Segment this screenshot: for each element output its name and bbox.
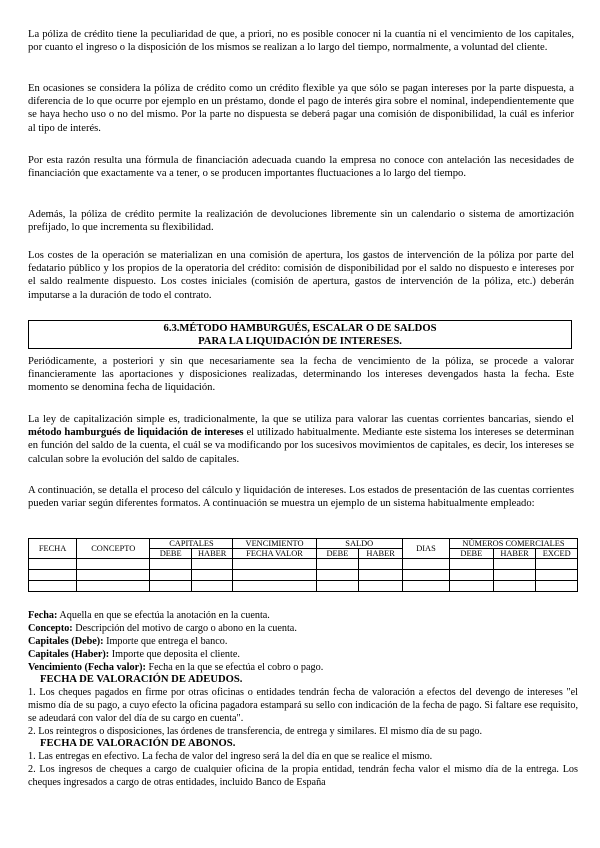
table-row — [29, 559, 578, 570]
definition-text: Importe que entrega el banco. — [103, 636, 228, 647]
paragraph-8: A continuación, se detalla el proceso del cálculo y liquidación de intereses. Los estados de presentación de las cuentas corrientes pueden variar según diferentes formatos. A continuación se muestra un ejemplo de un sistema habitualmente empleado: — [28, 485, 574, 510]
header-cap-debe: DEBE — [150, 549, 192, 559]
paragraph-2: En ocasiones se considera la póliza de crédito como un crédito flexible ya que sólo se pagan intereses por la parte dispuesta, a diferencia de lo que ocurre por ejemplo en un préstamo, donde el pago de interés gira sobre el nominal, independientemente que se haya hecho uso o no del mismo. Por la parte no dispuesta se deberá pagar una comisión de disponibilidad, la cuál es inferior al tipo de interés. — [28, 83, 574, 134]
definition-term: Capitales (Haber): — [28, 649, 110, 660]
definition-text: Fecha en la que se efectúa el cobro o pago. — [145, 662, 324, 673]
definition-term: Fecha: — [28, 610, 58, 621]
header-fecha-valor: FECHA VALOR — [233, 549, 316, 559]
section-heading — [28, 320, 572, 349]
paragraph-1: La póliza de crédito tiene la peculiaridad de que, a priori, no es posible conocer ni la cuantía ni el vencimiento de los capitales, por cuanto el ingreso o la disposición de los mismos se realizan a lo largo del tiempo, normalmente, a voluntad del cliente. — [28, 29, 574, 54]
section-heading-line-2: PARA LA LIQUIDACIÓN DE INTERESES. — [198, 335, 402, 347]
header-num-debe: DEBE — [449, 549, 493, 559]
adeudos-heading: FECHA DE VALORACIÓN DE ADEUDOS. — [40, 674, 243, 685]
abonos-item-2: 2. Los ingresos de cheques a cargo de cualquier oficina de la propia entidad, tendrán fecha valor el mismo día de la entrega. Los cheques ingresados a cargo de otras entidades, incluido Banco de España — [28, 764, 578, 788]
definition-text: Importe que deposita el cliente. — [109, 649, 240, 660]
definition-text: Descripción del motivo de cargo o abono en la cuenta. — [72, 623, 297, 634]
definition-text: Aquella en que se efectúa la anotación en la cuenta. — [57, 610, 270, 621]
abonos-heading: FECHA DE VALORACIÓN DE ABONOS. — [40, 738, 236, 749]
table-header-row-1 — [29, 539, 578, 549]
paragraph-6: Periódicamente, a posteriori y sin que necesariamente sea la fecha de vencimiento de la póliza, se procede a valorar financieramente las aportaciones y disposiciones realizadas, determinando los intereses devengados hasta la fecha. Este momento se denomina fecha de liquidación. — [28, 356, 574, 394]
definitions-block — [28, 609, 578, 789]
header-cap-haber: HABER — [191, 549, 233, 559]
table-row — [29, 570, 578, 581]
definition-term: Vencimiento (Fecha valor): — [28, 662, 146, 673]
abonos-item-1: 1. Las entregas en efectivo. La fecha de valor del ingreso será la del día en que se realice el mismo. — [28, 751, 433, 762]
paragraph-7-part-a: La ley de capitalización simple es, tradicionalmente, la que se utiliza para valorar las cuentas corrientes bancarias, siendo el — [28, 414, 574, 425]
adeudos-item-2: 2. Los reintegros o disposiciones, las órdenes de transferencia, de entrega y similares. El mismo día de su pago. — [28, 726, 483, 737]
header-saldo: SALDO — [316, 539, 402, 549]
account-statement-table — [28, 538, 578, 592]
section-heading-line-1: 6.3.MÉTODO HAMBURGUÉS, ESCALAR O DE SALDOS — [163, 323, 437, 334]
header-dias: DIAS — [402, 539, 449, 559]
header-saldo-haber: HABER — [359, 549, 403, 559]
paragraph-7 — [28, 413, 574, 466]
header-capitales: CAPITALES — [150, 539, 233, 549]
definition-fecha — [28, 609, 578, 622]
definition-term: Capitales (Debe): — [28, 636, 104, 647]
header-fecha: FECHA — [29, 539, 77, 559]
header-saldo-debe: DEBE — [316, 549, 359, 559]
header-vencimiento: VENCIMIENTO — [233, 539, 316, 549]
paragraph-7-part-b: el utilizado habitualmente. Mediante este sistema los intereses se determinan en función del saldo de la cuenta, el cuál se va modificando por los sucesivos movimientos de capitales, es decir, los intereses se calculan sobre la evolución del saldo de capitales. — [28, 427, 574, 465]
header-numeros: NÚMEROS COMERCIALES — [449, 539, 577, 549]
table-row — [29, 581, 578, 592]
header-concepto: CONCEPTO — [77, 539, 150, 559]
header-num-haber: HABER — [493, 549, 536, 559]
definition-capitales-debe — [28, 635, 578, 648]
header-num-exced: EXCED — [536, 549, 578, 559]
adeudos-item-1: 1. Los cheques pagados en firme por otras oficinas o entidades tendrán fecha de valoración a efectos del devengo de intereses "el mismo día de su pago, a cuyo efecto la oficina pagadora estampará su sello con indicación de la fecha de pago. Si faltare ese requisito, se adeudará con valor del día de su cargo en cuenta". — [28, 687, 578, 724]
paragraph-5: Los costes de la operación se materializan en una comisión de apertura, los gastos de intervención de la póliza por parte del fedatario público y los propios de la operatoria del crédito: comisión de disponibilidad por el saldo no dispuesto e intereses por el saldo realmente dispuesto. Los costes iniciales (comisión de apertura, gastos de intervención de la póliza, etc.) deberán imputarse a la duración de todo el contrato. — [28, 250, 574, 301]
paragraph-7-bold-term: método hamburgués de liquidación de intereses — [28, 427, 244, 439]
definition-term: Concepto: — [28, 623, 73, 634]
definition-vencimiento — [28, 661, 578, 674]
definition-concepto — [28, 622, 578, 635]
paragraph-4: Además, la póliza de crédito permite la realización de devoluciones libremente sin un calendario o sistema de amortización prefijado, lo que incrementa su flexibilidad. — [28, 209, 574, 234]
definition-capitales-haber — [28, 648, 578, 661]
paragraph-3: Por esta razón resulta una fórmula de financiación adecuada cuando la empresa no conoce con antelación las necesidades de financiación que exactamente va a tener, o se producen importantes fluctuaciones a lo largo del tiempo. — [28, 155, 574, 180]
